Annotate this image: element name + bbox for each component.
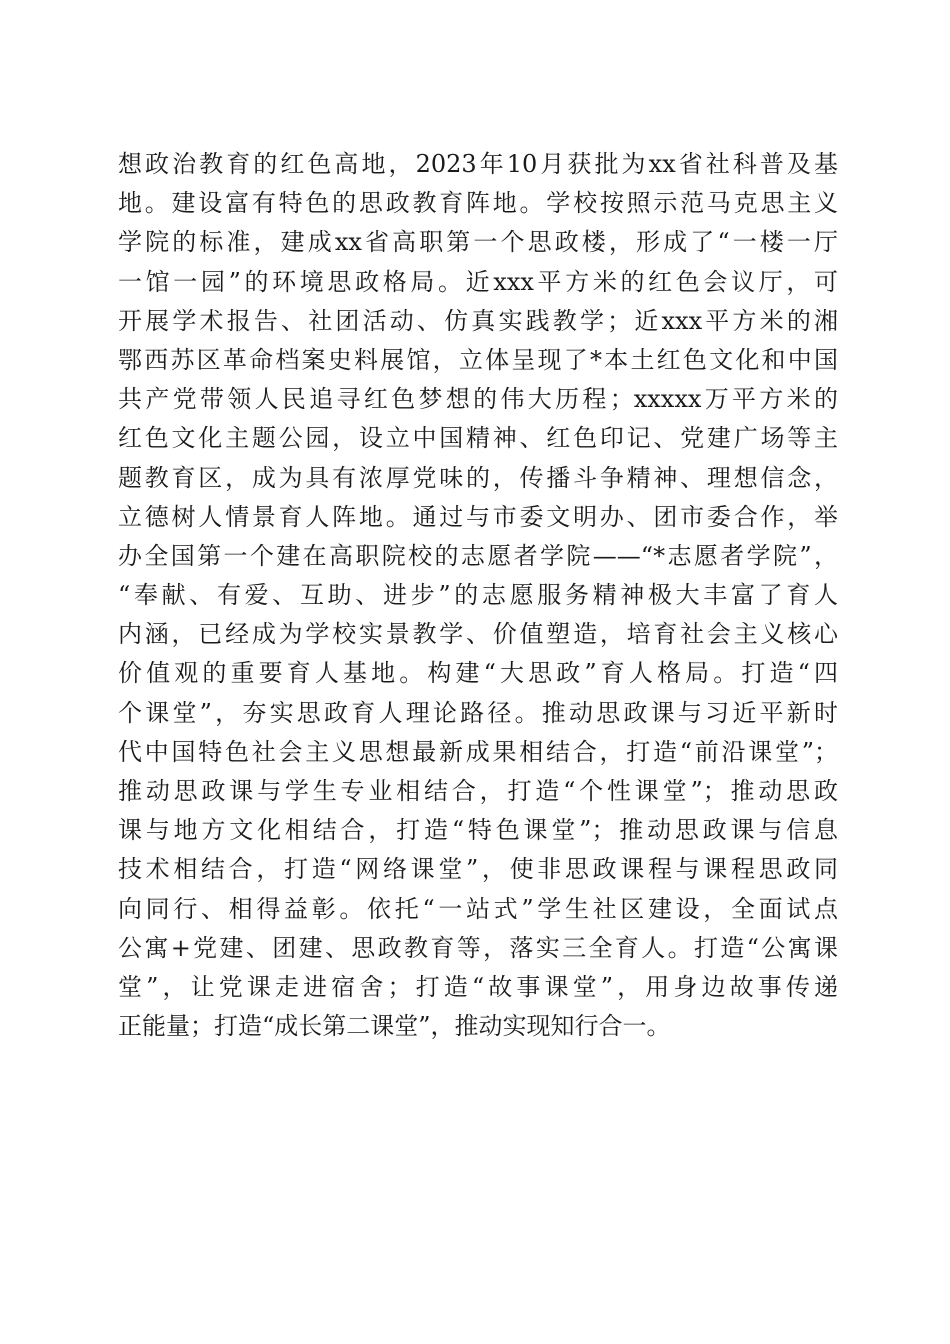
text-line-11: 办全国第一个建在高职院校的志愿者学院——“*志愿者学院”， (118, 541, 838, 570)
text-line-6: 鄂西苏区革命档案史料展馆，立体呈现了*本土红色文化和中国 (118, 345, 838, 374)
text-line-15: 个课堂”，夯实思政育人理论路径。推动思政课与习近平新时 (118, 698, 838, 727)
text-line-10: 立德树人情景育人阵地。通过与市委文明办、团市委合作，举 (118, 502, 838, 531)
text-line-7: 共产党带领人民追寻红色梦想的伟大历程；xxxxx万平方米的 (118, 385, 838, 414)
text-line-9: 题教育区，成为具有浓厚党味的，传播斗争精神、理想信念， (118, 463, 838, 492)
text-line-20: 向同行、相得益彰。依托“一站式”学生社区建设，全面试点 (118, 894, 838, 923)
body-paragraph (118, 145, 838, 1046)
text-line-13: 内涵，已经成为学校实景教学、价值塑造，培育社会主义核心 (118, 620, 838, 649)
text-line-18: 课与地方文化相结合，打造“特色课堂”；推动思政课与信息 (118, 816, 838, 845)
text-line-3: 学院的标准，建成xx省高职第一个思政楼，形成了“一楼一厅 (118, 228, 838, 257)
text-line-1: 想政治教育的红色高地，2023年10月获批为xx省社科普及基 (118, 150, 838, 178)
text-line-4: 一馆一园”的环境思政格局。近xxx平方米的红色会议厅，可 (118, 267, 838, 296)
text-line-12: “奉献、有爱、互助、进步”的志愿服务精神极大丰富了育人 (118, 581, 838, 610)
text-line-5: 开展学术报告、社团活动、仿真实践教学；近xxx平方米的湘 (118, 306, 838, 335)
text-line-21: 公寓+党建、团建、思政教育等，落实三全育人。打造“公寓课 (118, 933, 838, 962)
text-line-8: 红色文化主题公园，设立中国精神、红色印记、党建广场等主 (118, 424, 838, 453)
text-line-16: 代中国特色社会主义思想最新成果相结合，打造“前沿课堂”； (118, 737, 838, 766)
text-line-19: 技术相结合，打造“网络课堂”，使非思政课程与课程思政同 (118, 855, 838, 884)
text-line-22: 堂”，让党课走进宿舍；打造“故事课堂”，用身边故事传递 (118, 972, 838, 1001)
text-line-23: 正能量；打造“成长第二课堂”，推动实现知行合一。 (118, 1012, 671, 1041)
text-line-17: 推动思政课与学生专业相结合，打造“个性课堂”；推动思政 (118, 777, 838, 805)
text-line-2: 地。建设富有特色的思政教育阵地。学校按照示范马克思主义 (118, 189, 838, 218)
text-line-14: 价值观的重要育人基地。构建“大思政”育人格局。打造“四 (118, 659, 838, 688)
